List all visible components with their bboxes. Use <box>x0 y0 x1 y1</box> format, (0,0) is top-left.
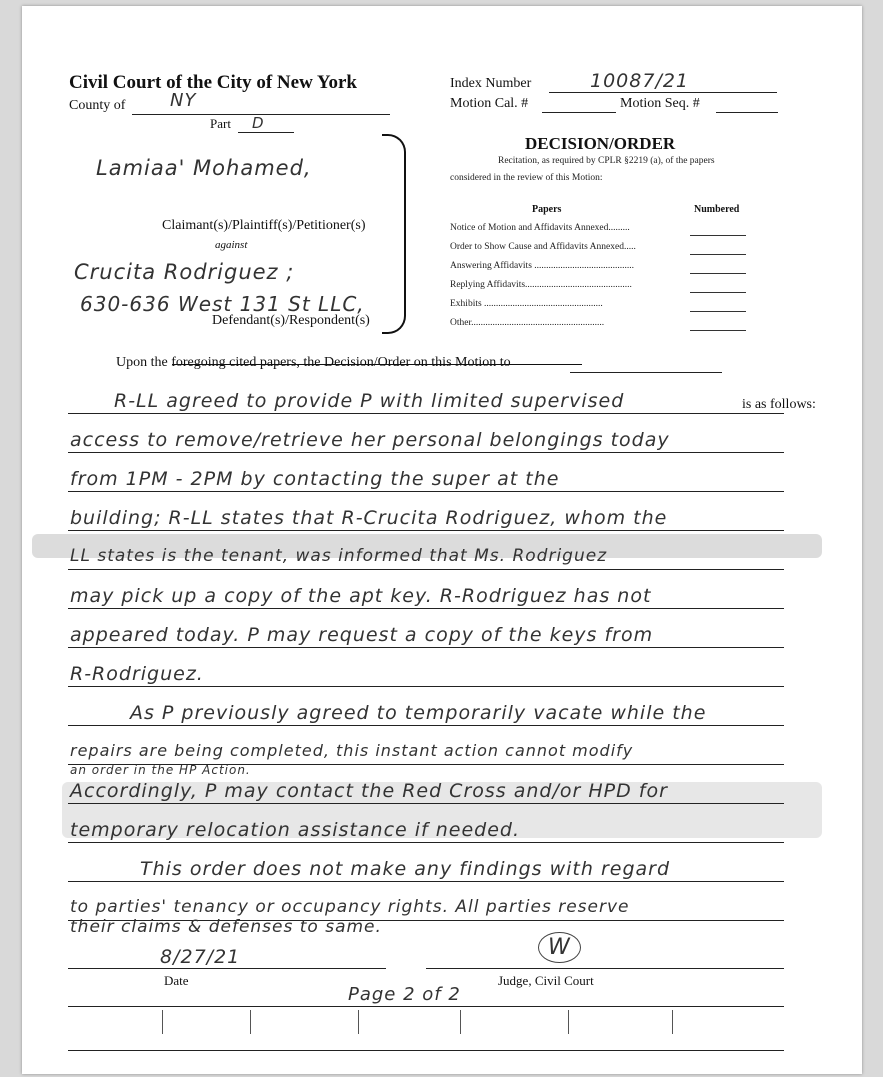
ruled-line <box>68 881 784 882</box>
order-text-line: may pick up a copy of the apt key. R-Rodriguez has not <box>70 585 652 607</box>
numbered-blank <box>690 235 746 236</box>
motion-cal-underline <box>542 112 616 113</box>
ruled-line <box>68 842 784 843</box>
ruled-line <box>68 686 784 687</box>
claimant-label: Claimant(s)/Plaintiff(s)/Petitioner(s) <box>162 218 366 233</box>
recital-line-1: Recitation, as required by CPLR §2219 (a), of the papers <box>498 156 715 166</box>
order-text-line: This order does not make any findings with regard <box>140 858 671 880</box>
date-label: Date <box>164 973 189 988</box>
upon-text: Upon the foregoing cited papers, the Decision/Order on this Motion to <box>116 355 511 370</box>
document-page <box>22 6 862 1074</box>
footer-tick <box>460 1010 461 1034</box>
caption-brace <box>382 134 406 334</box>
numbered-blank <box>690 311 746 312</box>
footer-tick <box>162 1010 163 1034</box>
footer-line <box>68 1006 784 1007</box>
order-text-line: R-Rodriguez. <box>70 663 204 685</box>
ruled-line <box>68 413 784 414</box>
ruled-line <box>68 530 784 531</box>
motion-seq-label: Motion Seq. # <box>620 96 700 111</box>
paper-row: Order to Show Cause and Affidavits Annexed..... <box>450 242 636 252</box>
paper-row: Replying Affidavits............................................. <box>450 280 632 290</box>
order-text-line: repairs are being completed, this instant action cannot modify <box>70 741 634 760</box>
order-text-line: R-LL agreed to provide P with limited supervised <box>114 390 625 412</box>
order-text-line: to parties' tenancy or occupancy rights. All parties reserve <box>70 897 630 917</box>
against-label: against <box>215 239 248 251</box>
order-text-line: from 1PM - 2PM by contacting the super at the <box>70 468 560 490</box>
decision-title: DECISION/ORDER <box>525 134 676 153</box>
ruled-line <box>68 608 784 609</box>
order-text-line: As P previously agreed to temporarily vacate while the <box>130 702 707 724</box>
part-underline <box>238 132 294 133</box>
date-signature-line <box>68 968 386 969</box>
papers-header: Papers <box>532 204 562 215</box>
paper-row: Other........................................................ <box>450 318 605 328</box>
order-text-line: building; R-LL states that R-Crucita Rodriguez, whom the <box>70 507 668 529</box>
county-value: NY <box>170 90 197 111</box>
recital-line-2: considered in the review of this Motion: <box>450 173 603 183</box>
order-text-line: LL states is the tenant, was informed that Ms. Rodriguez <box>70 546 608 566</box>
paper-row: Answering Affidavits .......................................... <box>450 261 635 271</box>
index-underline <box>549 92 777 93</box>
judge-initials: W <box>538 932 581 963</box>
order-text-line: appeared today. P may request a copy of the keys from <box>70 624 654 646</box>
judge-label: Judge, Civil Court <box>498 973 594 988</box>
motion-cal-label: Motion Cal. # <box>450 96 529 111</box>
motion-seq-underline <box>716 112 778 113</box>
upon-underline <box>570 372 722 373</box>
is-as-follows: is as follows: <box>742 397 816 412</box>
defendant-name-1: Crucita Rodriguez ; <box>74 260 295 284</box>
numbered-blank <box>690 273 746 274</box>
numbered-blank <box>690 292 746 293</box>
defendant-label: Defendant(s)/Respondent(s) <box>212 313 370 328</box>
order-text-line: Accordingly, P may contact the Red Cross and/or HPD for <box>70 780 668 802</box>
numbered-header: Numbered <box>694 204 740 215</box>
order-text-line: an order in the HP Action. <box>70 763 251 777</box>
defendant-name-2: 630-636 West 131 St LLC, <box>80 292 365 316</box>
order-text-line: their claims & defenses to same. <box>70 917 382 937</box>
county-label: County of <box>69 98 126 113</box>
date-value: 8/27/21 <box>160 946 241 968</box>
part-label: Part <box>210 116 231 131</box>
footer-tick <box>358 1010 359 1034</box>
part-value: D <box>252 114 265 132</box>
page-note: Page 2 of 2 <box>348 984 461 1005</box>
footer-box <box>68 1010 784 1051</box>
order-text-line: temporary relocation assistance if needed. <box>70 819 521 841</box>
ruled-line <box>68 569 784 570</box>
ruled-line <box>68 491 784 492</box>
numbered-blank <box>690 254 746 255</box>
ruled-line <box>68 647 784 648</box>
order-text-line: access to remove/retrieve her personal belongings today <box>70 429 670 451</box>
index-number-value: 10087/21 <box>590 70 690 92</box>
footer-tick <box>250 1010 251 1034</box>
judge-signature-line <box>426 968 784 969</box>
paper-row: Exhibits .................................................. <box>450 299 603 309</box>
footer-tick <box>568 1010 569 1034</box>
index-number-label: Index Number <box>450 76 532 91</box>
footer-tick <box>672 1010 673 1034</box>
numbered-blank <box>690 330 746 331</box>
ruled-line <box>68 725 784 726</box>
court-title: Civil Court of the City of New York <box>69 72 357 93</box>
paper-row: Notice of Motion and Affidavits Annexed......... <box>450 223 630 233</box>
ruled-line <box>68 452 784 453</box>
plaintiff-name: Lamiaa' Mohamed, <box>96 156 312 180</box>
upon-strikethrough <box>172 364 582 365</box>
